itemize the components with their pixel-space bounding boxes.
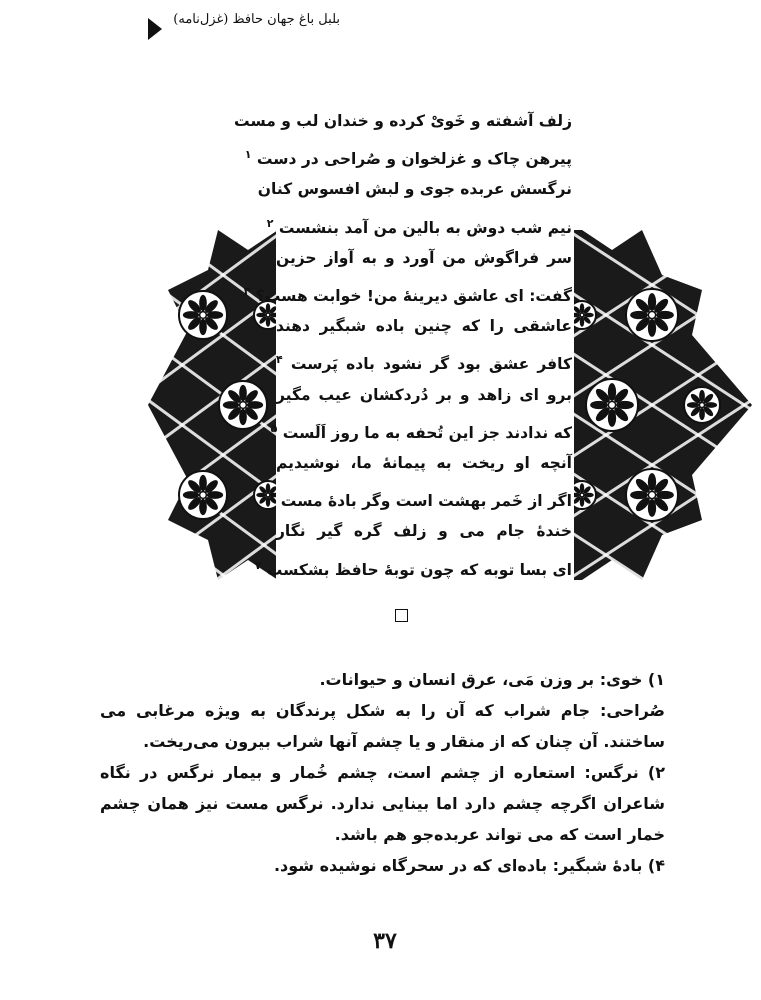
verse-text: ای بسا توبه که چون توبهٔ حافظ بشکست	[266, 560, 572, 579]
footnote: ۲) نرگس: استعاره از چشم است، چشم خُمار و بیمار نرگس در نگاه شاعران اگرچه چشم دارد اما بینایی ندارد. نرگس مست نیز همان چشم خمار است که می تواند عربده‌جو هم باشد.	[100, 763, 665, 844]
verse-text: گفت: ای عاشق دیرینهٔ من! خوابت هست؟	[255, 287, 572, 306]
verse-line	[270, 412, 572, 446]
verse-number: ۱	[244, 148, 252, 162]
footnote: ۴) بادهٔ شبگیر: باده‌ای که در سحرگاه نوشیده شود.	[273, 856, 665, 875]
verse-text: برو ای زاهد و بر دُردکشان عیب مگیر	[276, 385, 572, 404]
ornament-right-star	[552, 220, 752, 590]
verse-number: ۲	[266, 216, 274, 230]
verse-text: سر فراگوش من آورد و به آواز حزین	[276, 248, 572, 267]
verse-number: ۵	[270, 421, 278, 435]
header-arrow-icon	[148, 18, 162, 40]
verse-number: ۳	[243, 285, 251, 298]
verse-line	[266, 207, 572, 241]
footnote: ۱) خوی: بر وزن مَی، عرق انسان و حیوانات.	[319, 670, 665, 689]
footnote: صُراحی: جام شراب که آن را به شکل پرندگان به ویژه مرغابی می ساختند. آن چنان که از منقار و یا چشم آنها شراب بیرون می‌ریخت.	[100, 701, 665, 751]
verse-text: نرگسش عربده جوی و لبش افسوس کنان	[257, 180, 572, 199]
footnotes	[100, 664, 665, 881]
verse-line	[244, 138, 572, 172]
verse-line	[276, 446, 572, 480]
page-number: ۳۷	[373, 928, 397, 954]
verse-line	[257, 172, 572, 206]
verse-number: ۴	[276, 353, 283, 367]
verse-line	[276, 343, 572, 377]
verse-text: که ندادند جز این تُحفه به ما روز اَلَست	[282, 423, 572, 442]
verse-line	[234, 104, 572, 138]
verse-line	[276, 309, 572, 343]
running-header: بلبل باغ جهان حافظ (غزل‌نامه)	[173, 12, 340, 27]
section-divider-square-icon	[395, 609, 408, 622]
verse-line	[276, 378, 572, 412]
verse-line	[254, 549, 572, 583]
verse-line	[243, 275, 572, 309]
verse-text: آنچه او ریخت به پیمانهٔ ما، نوشیدیم	[276, 454, 572, 472]
verse-text: زلف آشفته و خَویْ کرده و خندان لب و مست	[234, 112, 572, 130]
verse-text: خندهٔ جام می و زلف گره گیر نگار	[276, 522, 572, 541]
verse-number: ۷	[254, 558, 262, 572]
verse-text: نیم شب دوش به بالین من آمد بنشست	[278, 218, 572, 237]
verse-text: عاشقی را که چنین باده شبگیر دهند	[276, 317, 572, 336]
verse-line	[276, 514, 572, 548]
verse-number: ۶	[268, 490, 276, 504]
verse-line	[276, 241, 572, 275]
verse-line	[268, 480, 572, 514]
verse-text: کافر عشق بود گر نشود باده پَرست	[290, 355, 572, 374]
verse-text: اگر از خَمر بهشت است وگر بادهٔ مست	[280, 492, 572, 511]
verse-text: پیرهن چاک و غزلخوان و صُراحی در دست	[256, 150, 572, 169]
